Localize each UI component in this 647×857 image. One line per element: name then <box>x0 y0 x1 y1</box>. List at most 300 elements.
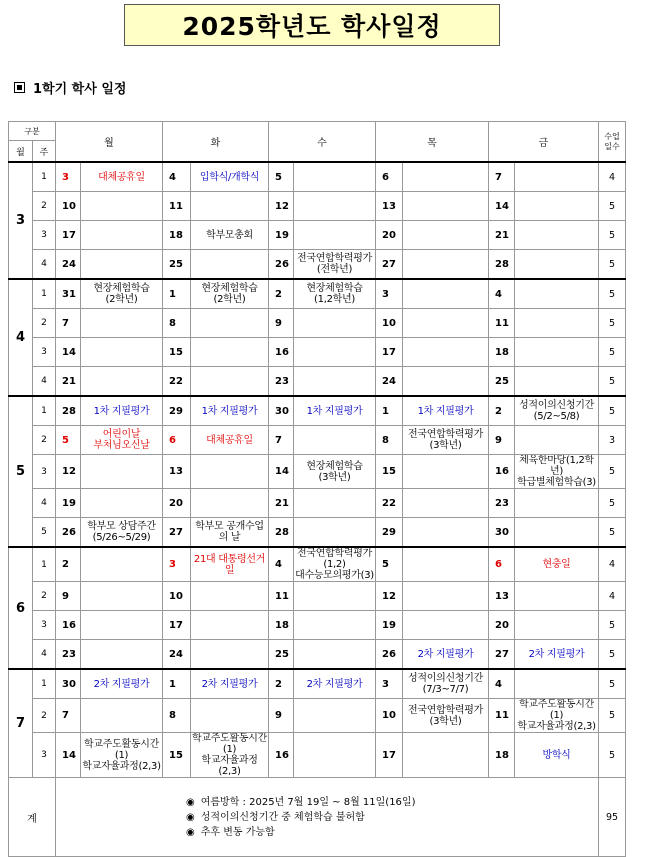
week-number: 1 <box>33 669 56 699</box>
day-event <box>515 547 599 582</box>
day-number: 23 <box>56 640 81 670</box>
day-number: 16 <box>489 455 515 489</box>
day-event <box>81 547 163 582</box>
class-days-count: 5 <box>599 221 626 250</box>
week-number: 4 <box>33 640 56 670</box>
day-number: 29 <box>163 396 191 426</box>
event-line: 학부모 상담주간 <box>87 521 156 532</box>
class-days-count: 5 <box>599 669 626 699</box>
day-event <box>403 396 489 426</box>
day-event <box>515 279 599 309</box>
header-week: 주 <box>33 141 56 163</box>
day-number: 28 <box>56 396 81 426</box>
day-number: 28 <box>269 518 294 548</box>
month-label: 7 <box>9 669 33 778</box>
month-label: 5 <box>9 396 33 547</box>
day-number: 25 <box>269 640 294 670</box>
day-number: 10 <box>163 582 191 611</box>
day-event <box>403 338 489 367</box>
day-number: 13 <box>163 455 191 489</box>
day-number: 26 <box>269 250 294 280</box>
day-number: 7 <box>489 162 515 192</box>
day-event <box>191 669 269 699</box>
week-number: 3 <box>33 455 56 489</box>
day-event <box>515 221 599 250</box>
day-event <box>81 192 163 221</box>
day-number: 19 <box>269 221 294 250</box>
day-event <box>294 250 376 280</box>
day-event <box>403 547 489 582</box>
header-count-line2: 일수 <box>604 141 620 151</box>
day-number: 17 <box>376 733 403 778</box>
day-number: 17 <box>163 611 191 640</box>
day-event <box>515 192 599 221</box>
event-line: (5/2~5/8) <box>533 411 580 422</box>
day-event <box>515 582 599 611</box>
week-row <box>9 367 626 397</box>
week-number: 3 <box>33 611 56 640</box>
day-event <box>294 518 376 548</box>
day-event <box>81 279 163 309</box>
class-days-count: 4 <box>599 162 626 192</box>
day-number: 12 <box>56 455 81 489</box>
day-number: 14 <box>269 455 294 489</box>
day-event <box>81 518 163 548</box>
day-event <box>515 426 599 455</box>
day-number: 22 <box>376 489 403 518</box>
day-event <box>515 733 599 778</box>
day-event <box>294 426 376 455</box>
day-number: 13 <box>376 192 403 221</box>
event-line: (3학년) <box>318 471 351 483</box>
event-line: 1차 지필평가 <box>93 405 150 417</box>
event-line: 학교자율과정(2,3) <box>517 721 596 732</box>
week-number: 2 <box>33 309 56 338</box>
section-heading <box>14 78 126 97</box>
event-line: 현장체험학습 <box>306 460 363 472</box>
day-event <box>81 250 163 280</box>
day-number: 9 <box>269 699 294 733</box>
event-line: 어린이날 <box>102 429 141 440</box>
month-label: 4 <box>9 279 33 396</box>
day-number: 10 <box>376 699 403 733</box>
day-event <box>81 221 163 250</box>
day-number: 13 <box>489 582 515 611</box>
header-count-line1: 수업 <box>604 131 620 141</box>
day-number: 5 <box>269 162 294 192</box>
day-event <box>515 162 599 192</box>
day-number: 30 <box>269 396 294 426</box>
header-fri: 금 <box>489 122 599 163</box>
day-number: 6 <box>163 426 191 455</box>
event-line: 대체공휴일 <box>206 434 253 446</box>
day-event <box>191 192 269 221</box>
event-line: 학교주도활동시간(1) <box>192 733 267 755</box>
day-number: 3 <box>376 279 403 309</box>
note-item <box>186 795 598 810</box>
day-number: 14 <box>56 338 81 367</box>
day-number: 8 <box>163 309 191 338</box>
day-number: 19 <box>376 611 403 640</box>
day-event <box>403 489 489 518</box>
day-number: 24 <box>376 367 403 397</box>
day-number: 25 <box>489 367 515 397</box>
square-bullet-icon <box>14 82 25 93</box>
day-number: 22 <box>163 367 191 397</box>
day-event <box>191 338 269 367</box>
day-number: 6 <box>376 162 403 192</box>
event-line: 2차 지필평가 <box>306 678 363 690</box>
day-event <box>191 367 269 397</box>
day-number: 11 <box>489 699 515 733</box>
event-line: 대수능모의평가(3) <box>295 570 374 581</box>
week-number: 3 <box>33 733 56 778</box>
week-row <box>9 455 626 489</box>
day-event <box>294 455 376 489</box>
class-days-count: 5 <box>599 396 626 426</box>
day-number: 24 <box>56 250 81 280</box>
footer-notes <box>56 778 599 857</box>
day-event <box>294 396 376 426</box>
event-line: 전국연합학력평가 <box>297 253 372 264</box>
day-event <box>191 547 269 582</box>
day-event <box>294 699 376 733</box>
class-days-count: 5 <box>599 367 626 397</box>
day-event <box>403 699 489 733</box>
event-line: 학부모 공개수업의 날 <box>195 521 264 543</box>
day-event <box>294 162 376 192</box>
day-number: 16 <box>269 338 294 367</box>
class-days-count: 5 <box>599 640 626 670</box>
day-event <box>191 733 269 778</box>
day-number: 12 <box>376 582 403 611</box>
day-number: 21 <box>56 367 81 397</box>
class-days-count: 4 <box>599 582 626 611</box>
week-row <box>9 582 626 611</box>
day-event <box>403 192 489 221</box>
day-event <box>294 489 376 518</box>
week-number: 2 <box>33 582 56 611</box>
event-line: 체육한마당(1,2학년) <box>519 455 594 477</box>
event-line: (7/3~7/7) <box>422 684 469 695</box>
day-number: 2 <box>56 547 81 582</box>
total-days: 95 <box>599 778 626 857</box>
class-days-count: 5 <box>599 455 626 489</box>
day-event <box>294 640 376 670</box>
week-row <box>9 162 626 192</box>
day-event <box>403 640 489 670</box>
day-event <box>403 582 489 611</box>
day-number: 30 <box>56 669 81 699</box>
day-event <box>403 669 489 699</box>
note-text: 성적이의신청기간 중 체험학습 불허함 <box>200 811 365 823</box>
week-number: 2 <box>33 426 56 455</box>
week-number: 4 <box>33 489 56 518</box>
week-row <box>9 426 626 455</box>
day-event <box>403 611 489 640</box>
day-number: 15 <box>163 733 191 778</box>
week-row <box>9 518 626 548</box>
day-number: 18 <box>489 338 515 367</box>
day-event <box>515 396 599 426</box>
month-label: 6 <box>9 547 33 669</box>
day-number: 23 <box>489 489 515 518</box>
event-line: 방학식 <box>542 749 571 761</box>
week-number: 1 <box>33 162 56 192</box>
day-event <box>294 367 376 397</box>
day-event <box>81 426 163 455</box>
day-event <box>81 338 163 367</box>
day-event <box>191 279 269 309</box>
day-number: 7 <box>269 426 294 455</box>
event-line: (5/26~5/29) <box>92 532 151 543</box>
day-number: 24 <box>163 640 191 670</box>
day-event <box>191 640 269 670</box>
day-event <box>191 426 269 455</box>
class-days-count: 5 <box>599 611 626 640</box>
day-number: 8 <box>163 699 191 733</box>
day-number: 16 <box>56 611 81 640</box>
day-number: 10 <box>56 192 81 221</box>
event-line: 성적이의신청기간 <box>519 400 594 411</box>
day-event <box>81 455 163 489</box>
event-line: 2차 지필평가 <box>417 648 474 660</box>
event-line: (1,2학년) <box>314 294 355 305</box>
day-number: 4 <box>269 547 294 582</box>
week-row <box>9 279 626 309</box>
class-days-count: 5 <box>599 733 626 778</box>
day-number: 31 <box>56 279 81 309</box>
event-line: 학교주도활동시간(1) <box>84 738 159 761</box>
day-number: 5 <box>56 426 81 455</box>
day-event <box>81 640 163 670</box>
day-event <box>515 338 599 367</box>
week-row <box>9 611 626 640</box>
day-event <box>81 699 163 733</box>
event-line: 1차 지필평가 <box>201 405 258 417</box>
day-number: 2 <box>489 396 515 426</box>
day-event <box>81 309 163 338</box>
day-event <box>403 279 489 309</box>
class-days-count: 5 <box>599 192 626 221</box>
day-event <box>294 669 376 699</box>
week-row <box>9 489 626 518</box>
week-number: 1 <box>33 279 56 309</box>
week-number: 4 <box>33 250 56 280</box>
day-event <box>294 611 376 640</box>
header-wed: 수 <box>269 122 376 163</box>
class-days-count: 5 <box>599 250 626 280</box>
event-line: 학교자율과정(2,3) <box>201 755 258 777</box>
day-event <box>403 518 489 548</box>
event-line: 전국연합학력평가 <box>408 429 483 440</box>
day-event <box>81 611 163 640</box>
day-number: 21 <box>489 221 515 250</box>
day-number: 4 <box>489 669 515 699</box>
event-line: 입학식/개학식 <box>199 171 260 183</box>
day-event <box>403 455 489 489</box>
event-line: 부처님오신날 <box>93 440 150 451</box>
event-line: 성적이의신청기간 <box>408 673 483 684</box>
radio-bullet-icon: ◉ <box>186 811 195 823</box>
day-event <box>515 640 599 670</box>
header-mon: 월 <box>56 122 163 163</box>
day-event <box>294 733 376 778</box>
day-number: 1 <box>163 279 191 309</box>
total-label: 계 <box>9 778 56 857</box>
event-line: (2학년) <box>105 294 138 305</box>
event-line: 21대 대통령선거일 <box>193 553 266 576</box>
event-line: 현장체험학습 <box>201 283 258 294</box>
day-event <box>191 455 269 489</box>
event-line: 2차 지필평가 <box>528 648 585 660</box>
week-row <box>9 396 626 426</box>
page-title: 2025학년도 학사일정 <box>124 4 500 46</box>
day-number: 14 <box>56 733 81 778</box>
event-line: 1차 지필평가 <box>417 405 474 417</box>
day-number: 27 <box>163 518 191 548</box>
day-number: 9 <box>269 309 294 338</box>
day-number: 18 <box>269 611 294 640</box>
event-line: 학교주도활동시간(1) <box>519 699 594 721</box>
day-event <box>403 221 489 250</box>
day-event <box>403 733 489 778</box>
day-event <box>191 518 269 548</box>
day-number: 3 <box>56 162 81 192</box>
event-line: 전국연합학력평가(1,2) <box>297 548 372 570</box>
week-row <box>9 640 626 670</box>
day-number: 6 <box>489 547 515 582</box>
event-line: 1차 지필평가 <box>306 405 363 417</box>
day-event <box>294 221 376 250</box>
day-number: 1 <box>163 669 191 699</box>
day-number: 7 <box>56 309 81 338</box>
day-number: 15 <box>163 338 191 367</box>
day-number: 27 <box>376 250 403 280</box>
day-event <box>403 162 489 192</box>
day-number: 12 <box>269 192 294 221</box>
day-number: 15 <box>376 455 403 489</box>
header-month: 월 <box>9 141 33 163</box>
day-event <box>81 582 163 611</box>
event-line: 현장체험학습 <box>306 283 363 294</box>
day-number: 7 <box>56 699 81 733</box>
day-event <box>403 367 489 397</box>
header-thu: 목 <box>376 122 489 163</box>
day-number: 16 <box>269 733 294 778</box>
day-event <box>191 396 269 426</box>
day-event <box>81 489 163 518</box>
day-event <box>191 221 269 250</box>
event-line: 학교자율과정(2,3) <box>82 760 161 772</box>
day-number: 3 <box>376 669 403 699</box>
day-event <box>191 611 269 640</box>
class-days-count: 5 <box>599 309 626 338</box>
day-number: 11 <box>489 309 515 338</box>
event-line: (3학년) <box>429 440 462 451</box>
day-event <box>403 250 489 280</box>
day-number: 14 <box>489 192 515 221</box>
day-number: 8 <box>376 426 403 455</box>
day-number: 20 <box>163 489 191 518</box>
day-event <box>81 162 163 192</box>
week-number: 1 <box>33 547 56 582</box>
note-text: 여름방학 : 2025년 7월 19일 ~ 8월 11일(16일) <box>200 796 416 808</box>
note-item <box>186 810 598 825</box>
event-line: 전국연합학력평가 <box>408 704 483 716</box>
day-number: 3 <box>163 547 191 582</box>
week-row <box>9 250 626 280</box>
week-row <box>9 733 626 778</box>
day-number: 11 <box>163 192 191 221</box>
day-event <box>403 426 489 455</box>
class-days-count: 5 <box>599 489 626 518</box>
day-event <box>81 733 163 778</box>
section-heading-text: 1학기 학사 일정 <box>33 82 127 97</box>
week-number: 5 <box>33 518 56 548</box>
day-number: 19 <box>56 489 81 518</box>
day-number: 2 <box>269 669 294 699</box>
event-line: 학부모총회 <box>206 229 253 241</box>
day-number: 20 <box>489 611 515 640</box>
day-event <box>515 250 599 280</box>
day-event <box>191 162 269 192</box>
day-number: 9 <box>489 426 515 455</box>
day-number: 26 <box>376 640 403 670</box>
event-line: 학급별체험학습(3) <box>517 477 596 488</box>
event-line: 대체공휴일 <box>98 171 145 183</box>
radio-bullet-icon: ◉ <box>186 796 195 808</box>
day-event <box>515 489 599 518</box>
day-number: 21 <box>269 489 294 518</box>
note-text: 추후 변동 가능함 <box>200 826 275 838</box>
day-number: 28 <box>489 250 515 280</box>
day-number: 4 <box>163 162 191 192</box>
day-number: 4 <box>489 279 515 309</box>
week-row <box>9 192 626 221</box>
header-gubun: 구분 <box>9 122 56 141</box>
day-event <box>191 309 269 338</box>
day-event <box>515 455 599 489</box>
day-number: 18 <box>489 733 515 778</box>
day-event <box>294 279 376 309</box>
day-number: 10 <box>376 309 403 338</box>
week-row <box>9 669 626 699</box>
day-event <box>515 367 599 397</box>
day-event <box>515 699 599 733</box>
day-event <box>294 338 376 367</box>
week-number: 2 <box>33 192 56 221</box>
week-row <box>9 221 626 250</box>
day-event <box>191 582 269 611</box>
week-number: 4 <box>33 367 56 397</box>
day-event <box>515 669 599 699</box>
radio-bullet-icon: ◉ <box>186 826 195 838</box>
day-number: 29 <box>376 518 403 548</box>
day-number: 9 <box>56 582 81 611</box>
day-event <box>191 250 269 280</box>
class-days-count: 3 <box>599 426 626 455</box>
header-class-days <box>599 122 626 163</box>
event-line: 현장체험학습 <box>93 283 150 294</box>
event-line: 2차 지필평가 <box>201 678 258 690</box>
day-number: 27 <box>489 640 515 670</box>
day-event <box>191 699 269 733</box>
event-line: (2학년) <box>213 294 246 305</box>
day-number: 17 <box>376 338 403 367</box>
day-number: 17 <box>56 221 81 250</box>
day-number: 25 <box>163 250 191 280</box>
